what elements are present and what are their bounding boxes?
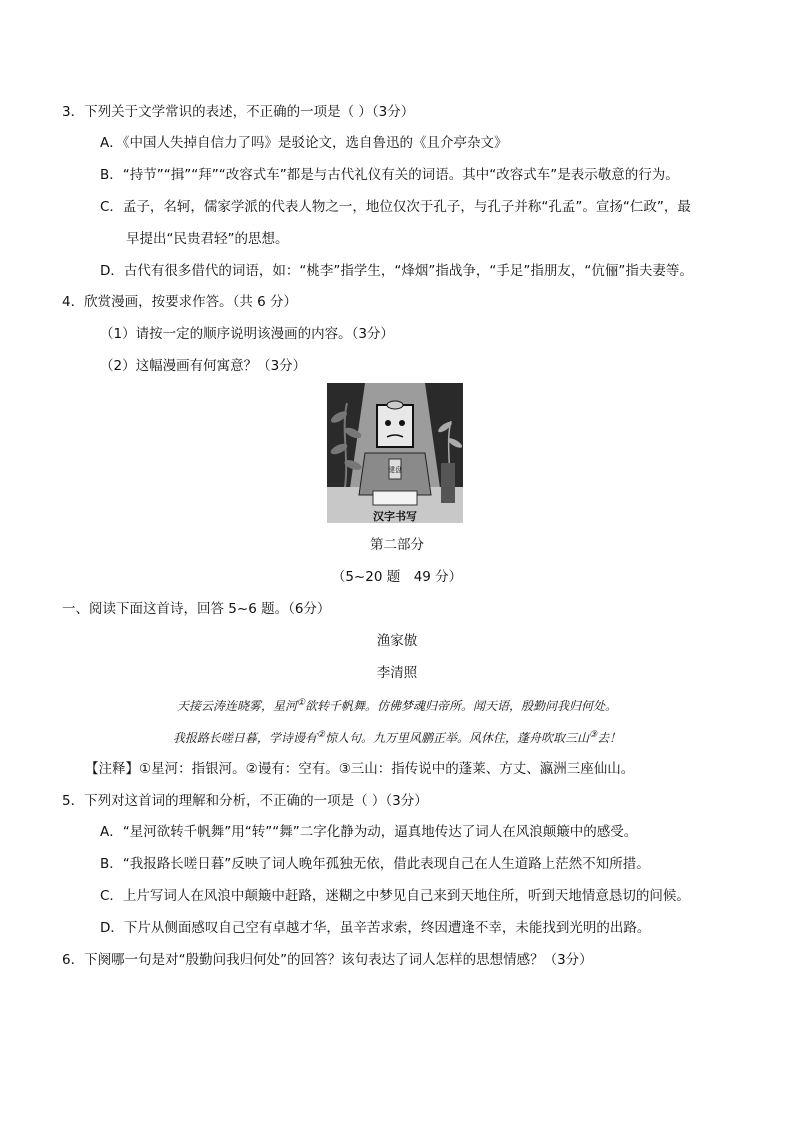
q4-sub1: （1）请按一定的顺序说明该漫画的内容。（3分） xyxy=(100,326,394,342)
part2-title: 第二部分 xyxy=(370,537,424,553)
shirt-text: 键盘 xyxy=(388,466,402,474)
q3-option-c-line1: C．孟子，名轲，儒家学派的代表人物之一，地位仅次于孔子，与孔子并称“孔孟”。宣扬“仁政”，最 xyxy=(100,199,691,215)
q3-option-a: A．《中国人失掉自信力了吗》是驳论文，选自鲁迅的《且介亭杂文》 xyxy=(100,135,508,151)
poem-title: 渔家傲 xyxy=(376,633,418,649)
q5-option-b: B．“我报路长嗟日暮”反映了词人晚年孤独无依，借此表现自己在人生道路上茫然不知所措。 xyxy=(100,856,650,872)
q5-stem: 5．下列对这首词的理解和分析，不正确的一项是（ ）（3分） xyxy=(62,793,428,809)
q3-stem: 3．下列关于文学常识的表述，不正确的一项是（ ）（3分） xyxy=(62,104,415,120)
poem-author: 李清照 xyxy=(376,665,418,681)
section1-intro: 一、阅读下面这首诗，回答 5~6 题。（6分） xyxy=(62,601,331,617)
q5-option-d: D．下片从侧面感叹自己空有卓越才华，虽辛苦求索，终因遭逢不幸，未能找到光明的出路。 xyxy=(100,920,651,936)
q4-stem: 4．欣赏漫画，按要求作答。（共 6 分） xyxy=(62,294,298,310)
cartoon-caption: 汉字书写 xyxy=(373,510,417,523)
q5-option-a: A．“星河欲转千帆舞”用“转”“舞”二字化静为动，逼真地传达了词人在风浪颠簸中的感受。 xyxy=(100,824,638,840)
part2-range: （5~20 题 49 分） xyxy=(331,569,463,585)
q6-stem: 6．下阕哪一句是对“殷勤问我归何处”的回答？该句表达了词人怎样的思想情感？（3分） xyxy=(62,952,593,968)
q3-option-d: D．古代有很多借代的词语，如：“桃李”指学生，“烽烟”指战争，“手足”指朋友，“伉俪”指夫妻等。 xyxy=(100,263,693,279)
poem-notes: 【注释】①星河：指银河。②谩有：空有。③三山：指传说中的蓬莱、方丈、瀛洲三座仙山。 xyxy=(85,761,635,777)
poem-line-2: 我报路长嗟日暮，学诗谩有②惊人句。九万里风鹏正举。风休住，蓬舟吹取三山③去！ xyxy=(172,730,622,745)
cartoon-image xyxy=(327,383,463,523)
q5-option-c: C．上片写词人在风浪中颠簸中赶路，迷糊之中梦见自己来到天地住所，听到天地情意恳切的问候。 xyxy=(100,888,690,904)
q3-option-c-line2: 早提出“民贵君轻”的思想。 xyxy=(126,231,289,247)
q3-option-b: B．“持节”“揖”“拜”“改容式车”都是与古代礼仪有关的词语。其中“改容式车”是表示敬意的行为。 xyxy=(100,167,679,183)
q4-sub2: （2）这幅漫画有何寓意？（3分） xyxy=(100,358,307,374)
poem-line-1: 天接云涛连晓雾，星河①欲转千帆舞。仿佛梦魂归帝所。闻天语，殷勤问我归何处。 xyxy=(176,698,618,713)
